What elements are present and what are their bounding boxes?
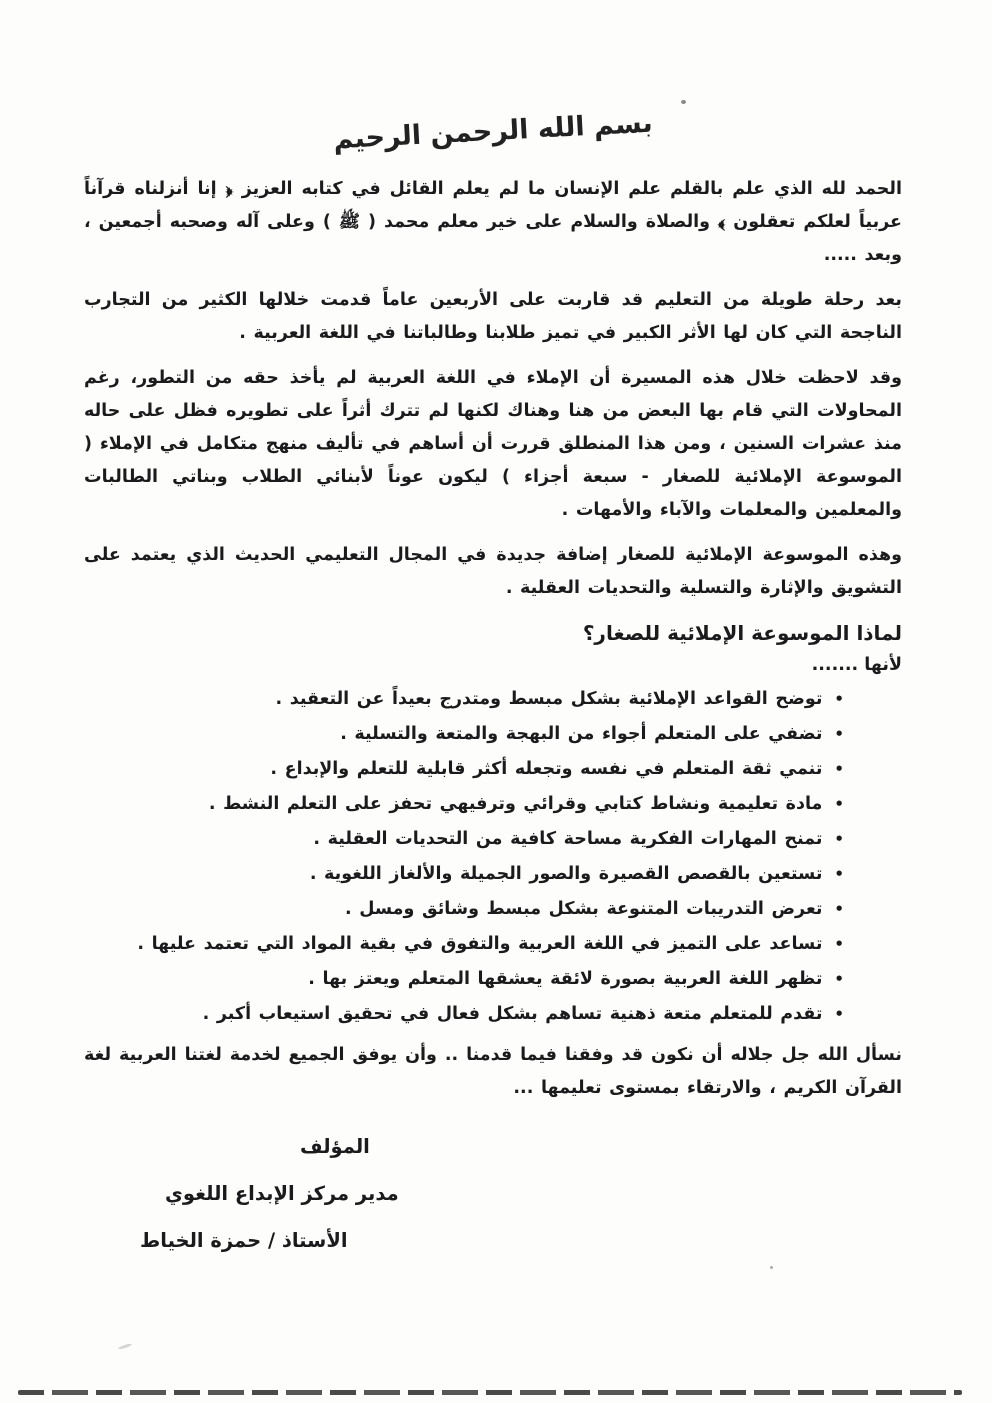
bullet-text: تستعين بالقصص القصيرة والصور الجميلة والألغاز اللغوية . xyxy=(309,864,823,884)
bullet-icon: • xyxy=(834,900,844,918)
bullet-text: تنمي ثقة المتعلم في نفسه وتجعله أكثر قابلية للتعلم والإبداع . xyxy=(270,759,823,779)
scan-artifact-line xyxy=(18,1390,962,1395)
bullet-text: تقدم للمتعلم متعة ذهنية تساهم بشكل فعال في تحقيق استيعاب أكبر . xyxy=(202,1004,823,1024)
list-item xyxy=(84,963,844,996)
bullet-text: تساعد على التميز في اللغة العربية والتفوق في بقية المواد التي تعتمد عليها . xyxy=(137,934,823,954)
paragraph-opening-praise: الحمد لله الذي علم بالقلم علم الإنسان ما لم يعلم القائل في كتابه العزيز ﴿ إنا أنزلناه قرآناً عربياً لعلكم تعقلون ﴾ والصلاة والسلام على خير معلم محمد ( ﷺ ) وعلى آله وصحبه أجمعين ، وبعد ..... xyxy=(84,179,902,265)
section-heading-why: لماذا الموسوعة الإملائية للصغار؟ xyxy=(582,621,902,645)
bullet-icon: • xyxy=(834,865,844,883)
scan-speck xyxy=(681,100,686,104)
signature-block xyxy=(84,1123,902,1264)
bullet-icon: • xyxy=(834,830,844,848)
paragraph-encyclopedia-intro: وهذه الموسوعة الإملائية للصغار إضافة جديدة في المجال التعليمي الحديث الذي يعتمد على التشويق والإثارة والتسلية والتحديات العقلية . xyxy=(84,545,902,598)
list-item xyxy=(84,683,844,716)
list-item xyxy=(84,753,844,786)
because-lead-in: لأنها ....... xyxy=(811,655,902,675)
reasons-bullet-list xyxy=(84,683,902,1031)
paragraph-teaching-journey: بعد رحلة طويلة من التعليم قد قاربت على الأربعين عاماً قدمت خلالها الكثير من التجارب الناجحة التي كان لها الأثر الكبير في تميز طلابنا وطالباتنا في اللغة العربية . xyxy=(84,290,902,343)
bullet-icon: • xyxy=(834,795,844,813)
scan-speck xyxy=(770,1266,773,1269)
list-item xyxy=(84,718,844,751)
list-item xyxy=(84,893,844,926)
list-item xyxy=(84,823,844,856)
bullet-icon: • xyxy=(834,1005,844,1023)
bullet-text: تمنح المهارات الفكرية مساحة كافية من التحديات العقلية . xyxy=(313,829,823,849)
list-item xyxy=(84,928,844,961)
document-content xyxy=(0,107,992,1264)
closing-paragraph: نسأل الله جل جلاله أن نكون قد وفقنا فيما قدمنا .. وأن يوفق الجميع لخدمة لغتنا العربية لغة القرآن الكريم ، والارتقاء بمستوى تعليمها ... xyxy=(84,1045,902,1098)
bullet-icon: • xyxy=(834,760,844,778)
list-item xyxy=(84,998,844,1031)
signature-name: الأستاذ / حمزة الخياط xyxy=(140,1229,348,1252)
bullet-text: مادة تعليمية ونشاط كتابي وقرائي وترفيهي تحفز على التعلم النشط . xyxy=(208,794,823,814)
bullet-text: تضفي على المتعلم أجواء من البهجة والمتعة والتسلية . xyxy=(340,724,823,744)
bullet-text: تعرض التدريبات المتنوعة بشكل مبسط وشائق ومسل . xyxy=(344,899,823,919)
bullet-text: توضح القواعد الإملائية بشكل مبسط ومتدرج بعيداً عن التعقيد . xyxy=(275,689,823,709)
list-item xyxy=(84,858,844,891)
bullet-text: تظهر اللغة العربية بصورة لائقة يعشقها المتعلم ويعتز بها . xyxy=(308,969,823,989)
bullet-icon: • xyxy=(834,935,844,953)
scan-speck xyxy=(118,1343,132,1350)
basmala-calligraphy: بسم الله الرحمن الرحيم xyxy=(332,107,654,156)
paragraph-motivation: وقد لاحظت خلال هذه المسيرة أن الإملاء في اللغة العربية لم يأخذ حقه من التطور، رغم المحاولات التي قام بها البعض من هنا وهناك لكنها لم تترك أثراً على تطويره فظل على حاله منذ عشرات السنين ، ومن هذا المنطلق قررت أن أساهم في تأليف منهج متكامل في الإملاء ( الموسوعة الإملائية للصغار - سبعة أجزاء ) ليكون عوناً لأبنائي الطلاب وبناتي الطالبات والمعلمين والمعلمات والآباء والأمهات . xyxy=(84,368,902,520)
bullet-icon: • xyxy=(834,725,844,743)
signature-title: مدير مركز الإبداع اللغوي xyxy=(165,1182,399,1205)
bullet-icon: • xyxy=(834,690,844,708)
signature-role: المؤلف xyxy=(300,1135,370,1158)
list-item xyxy=(84,788,844,821)
bullet-icon: • xyxy=(834,970,844,988)
